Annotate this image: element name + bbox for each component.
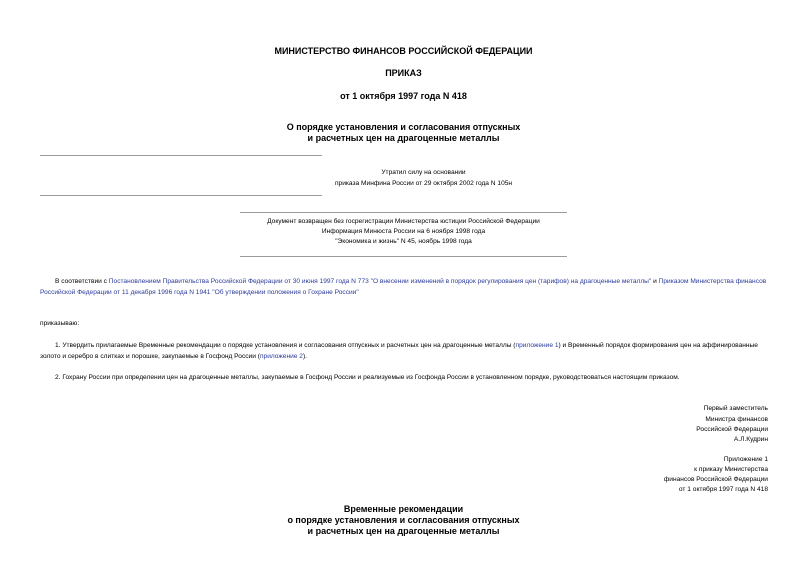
item-text: ) и Временный порядок формирования цен на аффинированные золото и серебро в слитках и порошке, закупаемые в Госфонд России ( — [40, 342, 758, 360]
status-note-line-2: приказа Минфина России от 29 октября 2002 года N 105н — [334, 180, 513, 187]
registration-note-line-2: Информация Минюста России на 6 ноября 1998 года — [321, 228, 486, 235]
divider — [240, 212, 567, 213]
registration-note-line-3: "Экономика и жизнь" N 45, ноябрь 1998 года — [335, 238, 472, 245]
registration-note-line-1: Документ возвращен без госрегистрации Министерства юстиции Российской Федерации — [267, 218, 540, 225]
order-item-2: 2. Гохрану России при определении цен на драгоценные металлы, закупаемые в Госфонд России и реализуемые из Госфонда России в установленном порядке, руководствоваться настоящим приказом. — [55, 374, 680, 381]
appendix-2-link[interactable]: приложение 2 — [259, 353, 303, 360]
appendix-title-line-2: о порядке установления и согласования отпускных — [287, 515, 520, 525]
appendix-ref-line-4: от 1 октября 1997 года N 418 — [678, 486, 768, 493]
order-item-1 — [40, 340, 770, 362]
government-decree-link[interactable]: Постановлением Правительства Российской Федерации от 30 июня 1997 года N 773 "О внесении изменений в порядок регулирования цен (тарифов) на драгоценные металлы" — [108, 278, 652, 285]
divider — [240, 256, 567, 257]
appendix-ref-line-3: финансов Российской Федерации — [663, 476, 768, 483]
signature-line-3: Российской Федерации — [696, 426, 768, 433]
appendix-ref-line-2: к приказу Министерства — [694, 466, 768, 473]
doc-title-line-2: и расчетных цен на драгоценные металлы — [307, 133, 500, 143]
divider — [40, 195, 322, 196]
signature-line-2: Министра финансов — [705, 416, 768, 423]
preamble-text: В соответствии с — [55, 278, 109, 285]
item-text: 1. Утвердить прилагаемые Временные рекомендации о порядке установления и согласования отпускных и расчетных цен на драгоценные металлы ( — [55, 342, 516, 349]
minfin-order-link[interactable]: Приказом Министерства финансов Российской Федерации от 11 декабря 1996 года N 1941 "Об утверждении положения о Гохране России" — [40, 278, 767, 296]
appendix-title-line-1: Временные рекомендации — [343, 504, 464, 514]
appendix-ref-line-1: Приложение 1 — [723, 456, 768, 463]
doc-title-line-1: О порядке установления и согласования отпускных — [286, 122, 521, 132]
signature-name: А.Л.Кудрин — [733, 436, 768, 443]
signature-line-1: Первый заместитель — [703, 405, 768, 412]
appendix-title-line-3: и расчетных цен на драгоценные металлы — [307, 526, 500, 536]
order-word: приказываю: — [40, 320, 80, 327]
doc-date-heading: от 1 октября 1997 года N 418 — [340, 91, 467, 101]
status-note-line-1: Утратил силу на основании — [381, 169, 466, 176]
preamble-paragraph — [40, 276, 770, 298]
preamble-text: и — [651, 278, 659, 285]
ministry-heading: МИНИСТЕРСТВО ФИНАНСОВ РОССИЙСКОЙ ФЕДЕРАЦИИ — [274, 46, 533, 56]
item-text: ). — [302, 353, 307, 360]
appendix-1-link[interactable]: приложение 1 — [515, 342, 559, 349]
divider — [40, 155, 322, 156]
doc-type-heading: ПРИКАЗ — [385, 68, 422, 78]
